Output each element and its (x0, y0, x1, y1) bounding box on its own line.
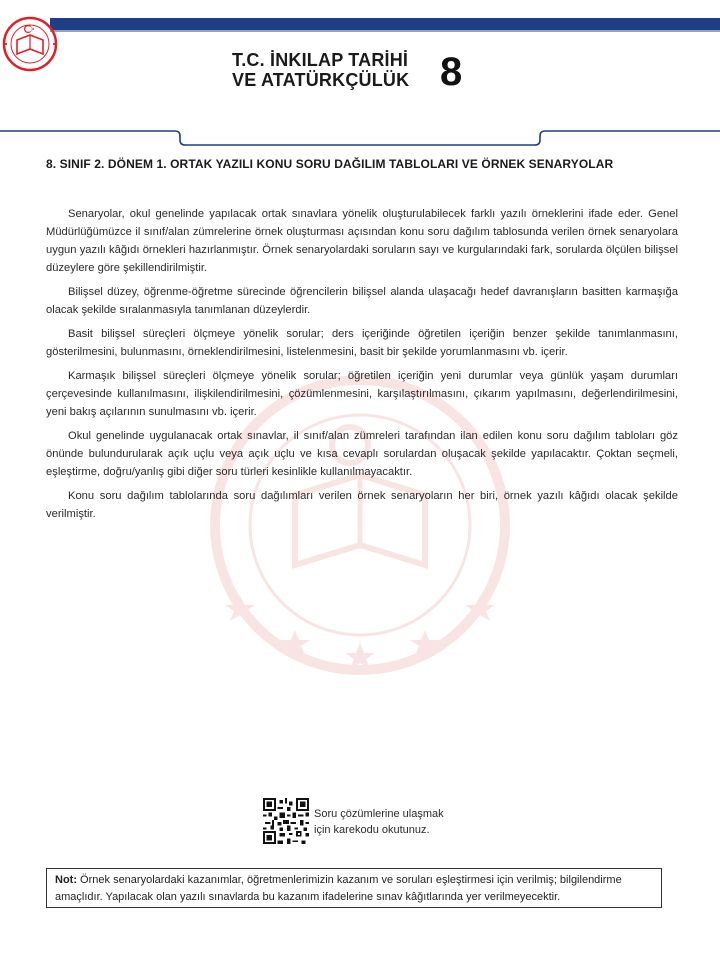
qr-caption (314, 806, 444, 838)
meb-seal-icon (2, 14, 58, 76)
subject-title (232, 50, 432, 90)
qr-caption-line2: için karekodu okutunuz. (314, 824, 430, 836)
paragraph: Karmaşık bilişsel süreçleri ölçmeye yönelik sorular; öğretilen içeriğin yeni durumlar veya günlük yaşam durumları çerçevesinde kullanılmasını, ilişkilendirilmesini, çözümlenmesini, karşılaştırılmasını, çıkarım yapılmasını, değerlendirilmesini, yeni bakış açılarının sunulmasını vb. içerir. (46, 370, 678, 418)
paragraph: Bilişsel düzey, öğrenme-öğretme sürecinde öğrencilerin bilişsel alanda ulaşacağı hedef davranışların basitten karmaşığa olacak şekilde sıralanmasıyla tanımlanan düzeylerdir. (46, 286, 678, 316)
subject-title-line2: VE ATATÜRKÇÜLÜK (232, 70, 410, 90)
note-box (46, 868, 662, 908)
paragraph: Basit bilişsel süreçleri ölçmeye yönelik sorular; ders içeriğinde öğretilen içeriğin benzer şekilde tanımlanmasını, gösterilmesini, bulunmasını, örneklendirilmesini, listelenmesini, basit bir şekilde yorumlanmasını vb. içerir. (46, 328, 678, 358)
header-divider (50, 30, 720, 32)
paragraph: Konu soru dağılım tablolarında soru dağılımları verilen örnek senaryoların her biri, örnek yazılı kâğıdı olacak şekilde verilmiştir. (46, 490, 678, 520)
header-accent-bar (50, 18, 720, 30)
note-text: Örnek senaryolardaki kazanımlar, öğretmenlerimizin kazanım ve soruları eşleştirmesi için verilmiş; bilgilendirme amaçlıdır. Yapılacak olan yazılı sınavlarda bu kazanım ifadelerine sınav kâğıtlarında yer verilmeyecektir. (55, 874, 622, 903)
paragraph: Okul genelinde uygulanacak ortak sınavlar, il sınıf/alan zümreleri tarafından ilan edilen konu soru dağılım tabloları göz önünde bulundurularak açık uçlu veya açık uçlu ve kısa cevaplı sorulardan oluşacak şekilde yapılacaktır. Çoktan seçmeli, eşleştirme, doğru/yanlış gibi diğer soru türleri kesinlikle kullanılmayacaktır. (46, 430, 678, 478)
header-frame-line (0, 118, 720, 152)
subject-title-line1: T.C. İNKILAP TARİHİ (232, 50, 409, 70)
page-heading: 8. SINIF 2. DÖNEM 1. ORTAK YAZILI KONU SORU DAĞILIM TABLOLARI VE ÖRNEK SENARYOLAR (46, 157, 614, 171)
note-label: Not: (55, 874, 77, 886)
body-text (46, 205, 678, 529)
grade-number: 8 (440, 50, 463, 94)
qr-caption-line1: Soru çözümlerine ulaşmak (314, 808, 444, 820)
paragraph: Senaryolar, okul genelinde yapılacak ortak sınavlara yönelik oluşturulabilecek farklı yazılı örneklerini ifade eder. Genel Müdürlüğümüzce il sınıf/alan zümrelerine örnek oluşturması açısından konu soru dağılım tablosunda verilen örnek senaryolara uygun yazılı kâğıdı örnekleri hazırlanmıştır. Örnek senaryolardaki soruların sayı ve kurgularındaki fark, sorularda ölçülen bilişsel düzeylere göre şekillendirilmiştir. (46, 208, 678, 274)
qr-code-icon[interactable] (263, 798, 309, 844)
